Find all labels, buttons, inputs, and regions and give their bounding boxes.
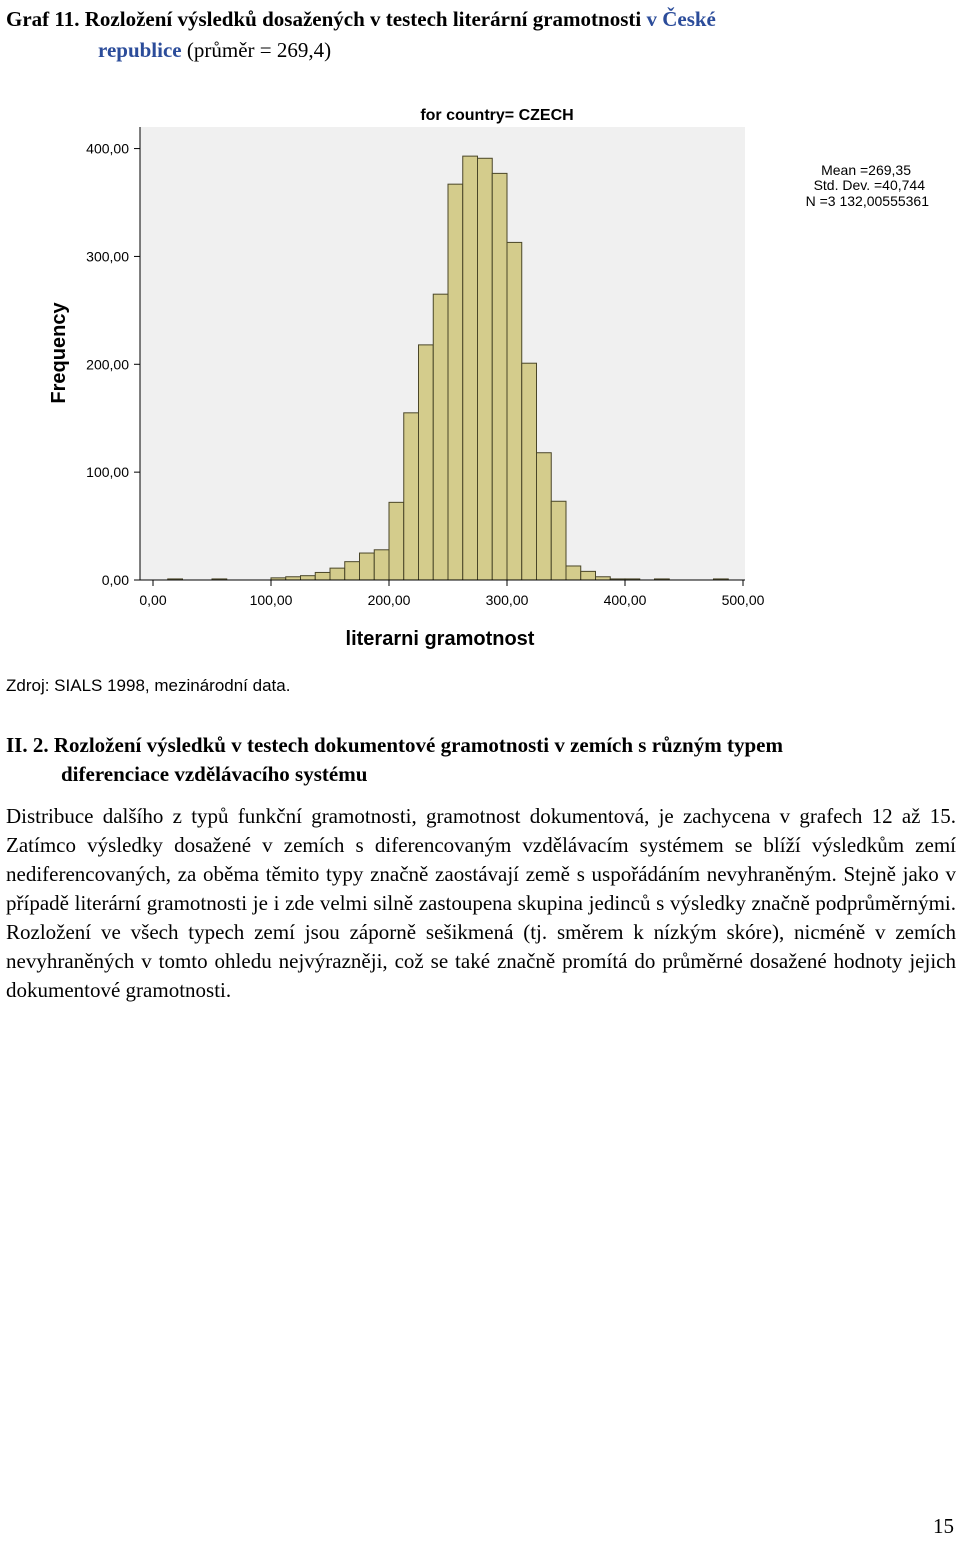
histogram-bar	[448, 184, 463, 580]
histogram-bar	[537, 453, 552, 580]
page-number: 15	[933, 1514, 954, 1538]
histogram-chart	[0, 95, 960, 660]
y-axis-label: Frequency	[48, 302, 70, 404]
histogram-bar	[404, 413, 419, 580]
histogram-bar	[507, 242, 522, 580]
section-heading	[6, 731, 946, 789]
y-tick-label: 0,00	[101, 572, 129, 588]
section-title-line2: diferenciace vzdělávacího systému	[61, 762, 368, 786]
histogram-bar	[374, 550, 389, 580]
x-tick-label: 200,00	[367, 592, 411, 608]
histogram-bar	[330, 568, 345, 580]
histogram-bar	[419, 345, 434, 580]
histogram-bar	[345, 562, 360, 580]
body-paragraph: Distribuce dalšího z typů funkční gramotnosti, gramotnost dokumentová, je zachycena v grafech 12 až 15. Zatímco výsledky dosažené v zemích s diferencovaným vzdělávacím systémem se blíží výsledkům zemí nediferencovaných, za oběma těmito typy značně zaostávají země s uspořádáním nevyhraněným. Stejně jako v případě literární gramotnosti je i zde velmi silně zastoupena skupina jedinců s výsledky značně podprůměrnými. Rozložení ve všech typech zemí jsou záporně sešikmená (tj. směrem k nízkým skóre), nicméně v zemích nevyhraněných v tomto ohledu nejvýrazněji, což se také značně promítá do průměrné dosažené hodnoty jejich dokumentové gramotnosti.	[6, 804, 956, 1002]
caption-country-link-1[interactable]: v České	[646, 7, 716, 31]
histogram-bar	[315, 572, 330, 580]
x-tick-label: 400,00	[603, 592, 647, 608]
figure-caption	[6, 4, 946, 66]
caption-text: Rozložení výsledků dosažených v testech literární gramotnosti	[84, 7, 642, 31]
histogram-bar	[478, 158, 493, 580]
stats-std-dev: Std. Dev. =40,744	[813, 177, 925, 193]
histogram-bar	[492, 173, 507, 580]
caption-country-link-2[interactable]: republice	[98, 38, 182, 62]
histogram-bar	[551, 501, 566, 580]
section-number: II. 2.	[6, 733, 49, 757]
stats-n: N =3 132,00555361	[805, 193, 929, 209]
stats-mean: Mean =269,35	[821, 162, 911, 178]
histogram-bar	[463, 156, 478, 580]
histogram-bar	[389, 502, 404, 580]
caption-average: (průměr = 269,4)	[186, 38, 332, 62]
y-tick-label: 400,00	[86, 140, 129, 157]
section-title-line1: Rozložení výsledků v testech dokumentové gramotnosti v zemích s různým typem	[53, 733, 783, 757]
caption-number: Graf 11.	[6, 7, 80, 31]
y-tick-label: 100,00	[86, 464, 129, 481]
chart-title: for country= CZECH	[420, 107, 574, 124]
histogram-bar	[301, 576, 316, 580]
x-axis-label: literarni gramotnost	[345, 628, 535, 650]
histogram-bar	[360, 553, 375, 580]
source-note: Zdroj: SIALS 1998, mezinárodní data.	[6, 676, 291, 695]
x-tick-label: 300,00	[485, 592, 529, 608]
histogram-bar	[433, 294, 448, 580]
histogram-bar	[581, 571, 596, 580]
x-tick-label: 0,00	[139, 592, 167, 608]
y-tick-label: 200,00	[86, 356, 129, 373]
histogram-bar	[522, 363, 537, 580]
x-tick-label: 100,00	[249, 592, 293, 608]
histogram-bar	[566, 566, 581, 580]
y-tick-label: 300,00	[86, 248, 129, 265]
x-tick-label: 500,00	[721, 592, 765, 608]
